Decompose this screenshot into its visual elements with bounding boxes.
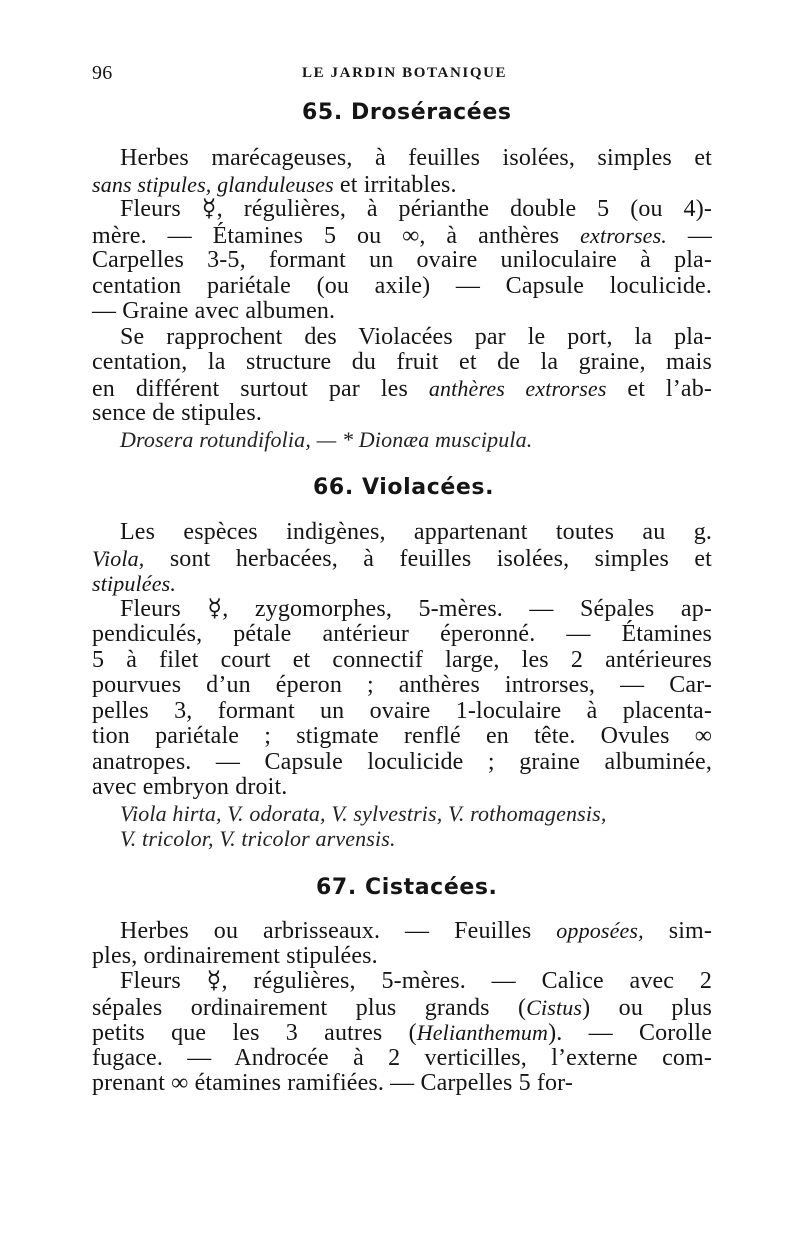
italic-text: sans stipules, glanduleuses xyxy=(92,171,334,197)
text-line xyxy=(92,350,712,376)
text-line xyxy=(92,944,712,970)
italic-text: opposées, xyxy=(556,918,644,943)
text-line xyxy=(92,724,712,750)
text-line xyxy=(92,1020,712,1046)
italic-text: V. tricolor, V. tricolor arvensis. xyxy=(120,825,396,851)
text-line xyxy=(92,274,712,300)
body-text: sence de stipules. xyxy=(92,400,262,426)
section-body-droseracees xyxy=(92,146,712,452)
body-text: centation pariétale (ou axile) — Capsule loculicide. xyxy=(92,272,712,299)
body-text: sim- xyxy=(643,918,712,944)
text-line xyxy=(92,1071,712,1097)
section-body-violacees xyxy=(92,520,712,851)
italic-text: anthères extrorses xyxy=(428,375,607,401)
body-text: en différent surtout par les xyxy=(92,375,429,402)
text-line xyxy=(92,995,712,1021)
body-text: mère. — Étamines 5 ou ∞, à anthères xyxy=(92,222,581,249)
text-line xyxy=(92,969,712,995)
text-line xyxy=(92,918,712,944)
body-text: Les espèces indigènes, appartenant toutes au g. xyxy=(120,519,712,545)
text-line xyxy=(92,146,712,172)
body-text: tion pariétale ; stigmate renflé en tête. Ovules ∞ xyxy=(92,723,712,749)
body-text: avec embryon droit. xyxy=(92,774,288,800)
body-text: et l’ab- xyxy=(606,375,712,402)
body-text: Fleurs ☿, régulières, à périanthe double 5 (ou 4)- xyxy=(120,196,712,222)
text-line xyxy=(92,223,712,249)
body-text: Herbes marécageuses, à feuilles isolées, simples et xyxy=(120,145,712,171)
running-title: LE JARDIN BOTANIQUE xyxy=(302,65,508,81)
text-line xyxy=(92,750,712,776)
body-text: petits que les 3 autres ( xyxy=(92,1020,417,1046)
italic-text: extrorses. xyxy=(580,222,667,248)
body-text: et irritables. xyxy=(333,171,457,198)
body-text: Fleurs ☿, régulières, 5-mères. — Calice avec 2 xyxy=(120,968,712,994)
italic-text: stipulées. xyxy=(92,571,176,596)
species-list-line xyxy=(92,801,712,826)
body-text: — xyxy=(666,222,712,249)
body-text: 5 à filet court et connectif large, les 2 antérieures xyxy=(92,646,712,673)
section-title-violacees: 66. Violacées. xyxy=(313,475,495,500)
body-text: — Graine avec albumen. xyxy=(92,298,336,324)
text-line xyxy=(92,648,712,674)
body-text: sépales ordinairement plus grands ( xyxy=(92,994,527,1021)
section-title-droseracees: 65. Droséracées xyxy=(302,100,512,125)
italic-text: Viola, xyxy=(92,545,145,571)
body-text: centation, la structure du fruit et de la graine, mais xyxy=(92,349,712,375)
section-body-cistacees xyxy=(92,918,712,1097)
species-list-line xyxy=(92,427,712,452)
body-text: sont herbacées, à feuilles isolées, simples et xyxy=(144,545,712,572)
italic-text: Viola hirta, V. odorata, V. sylvestris, V. rothomagensis, xyxy=(120,800,607,826)
text-line xyxy=(92,673,712,699)
text-line xyxy=(92,248,712,274)
body-text: pendiculés, pétale antérieur éperonné. — Étamines xyxy=(92,621,712,647)
text-line xyxy=(92,299,712,325)
italic-text: Cistus xyxy=(526,994,583,1020)
page-number: 96 xyxy=(92,62,113,84)
section-title-cistacees: 67. Cistacées. xyxy=(316,875,498,900)
body-text: Fleurs ☿, zygomorphes, 5-mères. — Sépales ap- xyxy=(120,595,712,622)
text-line xyxy=(92,401,712,427)
text-line xyxy=(92,197,712,223)
text-line xyxy=(92,597,712,623)
text-line xyxy=(92,775,712,801)
page-header xyxy=(92,62,712,86)
body-text: prenant ∞ étamines ramifiées. — Carpelles 5 for- xyxy=(92,1070,573,1096)
body-text: Herbes ou arbrisseaux. — Feuilles xyxy=(120,918,557,944)
species-list-line xyxy=(92,826,712,851)
text-line xyxy=(92,376,712,402)
body-text: ples, ordinairement stipulées. xyxy=(92,942,378,969)
text-line xyxy=(92,520,712,546)
text-line xyxy=(92,325,712,351)
body-text: ). — Corolle xyxy=(548,1020,713,1046)
body-text: ) ou plus xyxy=(582,994,712,1021)
body-text: fugace. — Androcée à 2 verticilles, l’externe com- xyxy=(92,1044,712,1071)
text-line xyxy=(92,546,712,572)
body-text: pourvues d’un éperon ; anthères introrses, — Car- xyxy=(92,672,712,698)
text-line xyxy=(92,571,712,597)
text-line xyxy=(92,1046,712,1072)
text-line xyxy=(92,699,712,725)
body-text: Se rapprochent des Violacées par le port, la pla- xyxy=(120,323,712,350)
italic-text: Drosera rotundifolia, — * Dionæa muscipula. xyxy=(120,426,533,452)
italic-text: Helianthemum xyxy=(416,1020,549,1045)
body-text: anatropes. — Capsule loculicide ; graine albuminée, xyxy=(92,748,712,775)
body-text: pelles 3, formant un ovaire 1-loculaire à placenta- xyxy=(92,697,712,724)
text-line xyxy=(92,172,712,198)
text-line xyxy=(92,622,712,648)
body-text: Carpelles 3-5, formant un ovaire uniloculaire à pla- xyxy=(92,247,712,273)
